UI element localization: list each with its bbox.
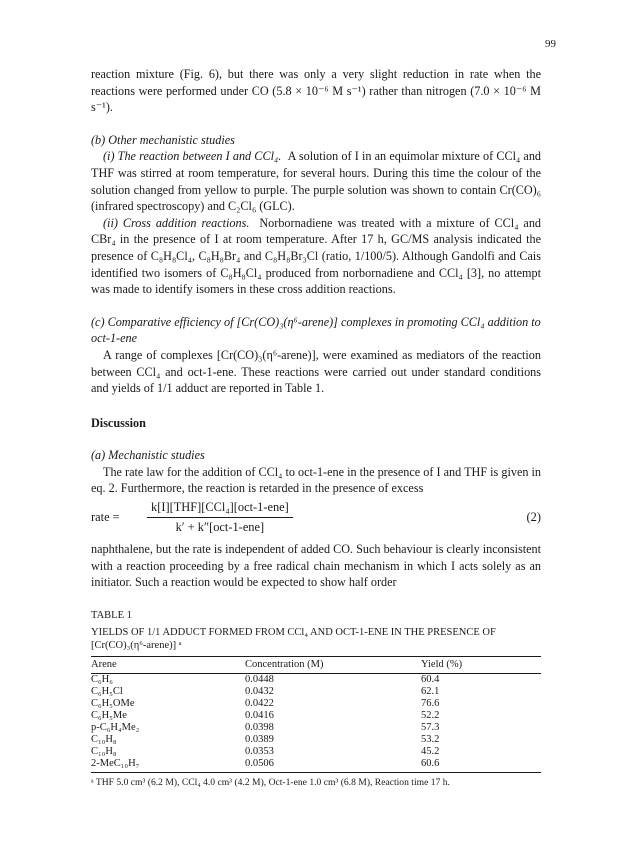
table-row [91, 698, 541, 710]
paragraph-b-i [91, 148, 541, 214]
paragraph-discussion-1: The rate law for the addition of CCl₄ to oct-1-ene in the presence of I and THF is given in eq. 2. Furthermore, the reaction is retarded in the presence of excess [91, 464, 541, 496]
table-row [91, 734, 541, 746]
equation-2 [91, 500, 541, 535]
heading-section-c: (c) Comparative efficiency of [Cr(CO)₃(η⁶-arene)] complexes in promoting CCl₄ addition to oct-1-ene [91, 314, 541, 346]
equation-denominator: k′ + k″[oct-1-ene] [175, 520, 265, 535]
cell-arene: C₁₀H₈ [91, 745, 117, 757]
cell-concentration: 0.0389 [245, 733, 274, 745]
paragraph-c: A range of complexes [Cr(CO)₃(η⁶-arene)], were examined as mediators of the reaction between CCl₄ and oct-1-ene. These reactions were carried out under standard conditions and yields of 1/1 adduct are reported in Table 1. [91, 347, 541, 396]
equation-fraction [147, 500, 293, 535]
paragraph-top: reaction mixture (Fig. 6), but there was only a very slight reduction in rate when the reactions were performed under CO (5.8 × 10⁻⁶ M s⁻¹) rather than nitrogen (7.0 × 10⁻⁶ M s⁻¹). [91, 67, 541, 115]
text-b-ii: Norbornadiene was treated with a mixture of CCl₄ and CBr₄ in the presence of I at room temperature. After 17 h, GC/MS analysis indicated the presence of C₈H₈Cl₄, C₈H₈Br₄ and C₈H₈Br₃Cl (ratio, 1/100/5). Although Gandolfi and Cais identified two isomers of C₈H₈Cl₄ produced from norbornadiene and CCl₄ [3], no attempt was made to identify isomers in these cross addition reactions. [91, 215, 542, 297]
heading-section-b: (b) Other mechanistic studies [91, 132, 235, 147]
yield-table [91, 656, 541, 773]
cell-yield: 53.2 [421, 733, 440, 745]
cell-arene: p-C₆H₄Me₂ [91, 721, 140, 733]
equation-number: (2) [526, 510, 541, 525]
table-row [91, 686, 541, 698]
cell-concentration: 0.0448 [245, 673, 274, 685]
header-arene: Arene [91, 656, 245, 673]
title-b-i: (i) The reaction between I and CCl₄. [103, 149, 282, 164]
heading-discussion-a: (a) Mechanistic studies [91, 448, 205, 463]
table-row [91, 673, 541, 686]
cell-arene: C₆H₅Me [91, 709, 127, 721]
cell-yield: 62.1 [421, 685, 440, 697]
cell-concentration: 0.0416 [245, 709, 274, 721]
table-label: TABLE 1 [91, 609, 132, 621]
header-yield: Yield (%) [421, 656, 541, 673]
cell-concentration: 0.0398 [245, 721, 274, 733]
cell-concentration: 0.0506 [245, 758, 421, 773]
equation-lhs: rate = [91, 510, 120, 525]
table-row [91, 710, 541, 722]
cell-yield: 52.2 [421, 709, 440, 721]
cell-yield: 60.6 [421, 758, 541, 773]
cell-yield: 45.2 [421, 745, 440, 757]
text-b-i: A solution of I in an equimolar mixture of CCl₄ and THF was stirred at room temperature, for several hours. During this time the colour of the solution changed from yellow to purple. The purple solution was shown to contain Cr(CO)₆ (infrared spectroscopy) and C₂Cl₆ (GLC). [91, 149, 542, 214]
cell-arene: C₆H₅Cl [91, 685, 123, 697]
table-row [91, 758, 541, 773]
heading-discussion: Discussion [91, 415, 146, 430]
cell-concentration: 0.0422 [245, 697, 274, 709]
equation-numerator: k[I][THF][CCl₄][oct-1-ene] [147, 500, 293, 518]
cell-arene: C₁₀H₈ [91, 733, 117, 745]
table-footnote: ᵃ THF 5.0 cm³ (6.2 M), CCl₄ 4.0 cm³ (4.2 M), Oct-1-ene 1.0 cm³ (6.8 M), Reaction time 17 h. [91, 776, 450, 788]
body-column [91, 66, 541, 789]
page-number: 99 [545, 38, 556, 50]
paragraph-discussion-2: naphthalene, but the rate is independent of added CO. Such behaviour is clearly inconsistent with a reaction proceeding by a free radical chain mechanism in which I acts solely as an initiator. Such a reaction would be expected to show half order [91, 542, 541, 590]
table-caption: YIELDS OF 1/1 ADDUCT FORMED FROM CCl₄ AND OCT-1-ENE IN THE PRESENCE OF [Cr(CO)₃(η⁶-arene)] ᵃ [91, 626, 496, 651]
cell-arene: C₆H₆ [91, 673, 113, 685]
table-header-row [91, 656, 541, 673]
cell-yield: 60.4 [421, 673, 440, 685]
title-b-ii: (ii) Cross addition reactions. [103, 215, 250, 230]
cell-concentration: 0.0353 [245, 745, 274, 757]
cell-concentration: 0.0432 [245, 685, 274, 697]
cell-yield: 57.3 [421, 721, 440, 733]
cell-arene: 2-MeC₁₀H₇ [91, 758, 245, 773]
cell-arene: C₆H₅OMe [91, 697, 135, 709]
table-row [91, 746, 541, 758]
header-concentration: Concentration (M) [245, 656, 421, 673]
cell-yield: 76.6 [421, 697, 440, 709]
table-row [91, 722, 541, 734]
paragraph-b-ii [91, 215, 541, 298]
